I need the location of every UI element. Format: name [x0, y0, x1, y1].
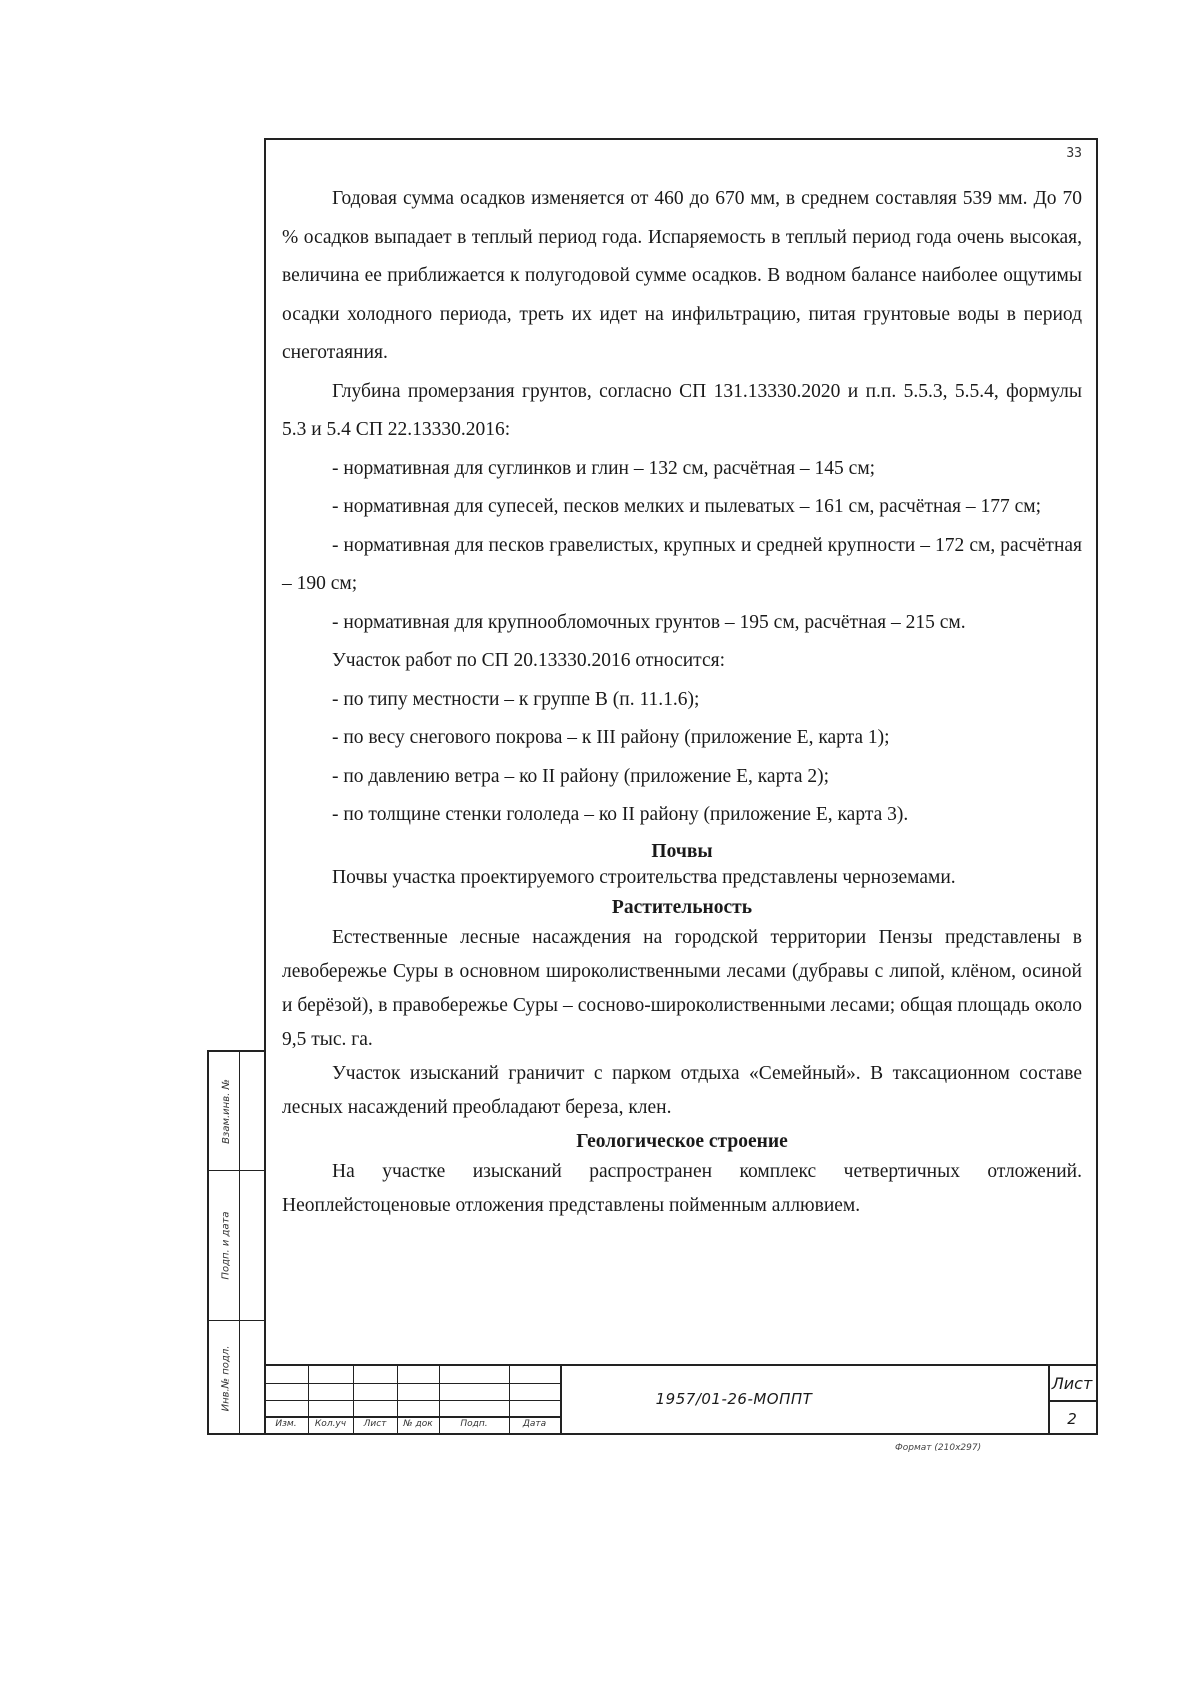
- paragraph-geology: На участке изысканий распространен комплекс четвертичных отложений. Неоплейстоценовые отложения представлены пойменным аллювием.: [282, 1160, 1082, 1216]
- column-sheet: Лист: [363, 1419, 387, 1429]
- sheet-number: 2: [1067, 1410, 1077, 1428]
- side-stamp-signature-date: Подп. и дата: [220, 1210, 232, 1280]
- document-code: 1957/01-26-МОППТ: [655, 1390, 813, 1408]
- title-block: [264, 1364, 1098, 1435]
- paragraph-vegetation: Естественные лесные насаждения на городской территории Пензы представлены в левобережье Суры в основном широколиственными лесами (дубравы с липой, клёном, осиной и берёзой), в правобережье Суры – сосново-широколиственными лесами; общая площадь около 9,5 тыс. га.: [282, 926, 1082, 1050]
- paragraph-site-category: Участок работ по СП 20.13330.2016 относится:: [332, 650, 725, 671]
- side-stamp: [207, 1050, 264, 1435]
- heading-geology: Геологическое строение: [576, 1130, 788, 1152]
- column-count: Кол.уч: [314, 1419, 347, 1429]
- document-body: [282, 180, 1082, 1223]
- list-item: - нормативная для супесей, песков мелких и пылеватых – 161 см, расчётная – 177 см;: [332, 496, 1042, 517]
- paragraph-soils: Почвы участка проектируемого строительства представлены черноземами.: [332, 866, 956, 888]
- side-stamp-replace-inv: Взам.инв. №: [220, 1078, 232, 1144]
- heading-vegetation: Растительность: [611, 896, 753, 918]
- paragraph-park: Участок изысканий граничит с парком отдыха «Семейный». В таксационном составе лесных насаждений преобладают береза, клен.: [282, 1062, 1082, 1118]
- list-item: - нормативная для песков гравелистых, крупных и средней крупности – 172 см, расчётная – 190 см;: [282, 534, 1082, 594]
- column-signature: Подп.: [460, 1419, 488, 1429]
- sheet-label: Лист: [1051, 1374, 1093, 1393]
- list-item: - по давлению ветра – ко II району (приложение Е, карта 2);: [332, 765, 830, 787]
- side-stamp-original-inv: Инв.№ подл.: [220, 1345, 232, 1412]
- column-change: Изм.: [275, 1419, 297, 1429]
- list-item: - нормативная для крупнообломочных грунтов – 195 см, расчётная – 215 см.: [332, 611, 966, 633]
- column-date: Дата: [522, 1419, 547, 1429]
- format-label: Формат (210х297): [895, 1443, 982, 1453]
- column-doc-number: № док: [403, 1419, 433, 1429]
- page-number: 33: [1066, 146, 1082, 161]
- list-item: - по типу местности – к группе В (п. 11.1.6);: [332, 688, 700, 710]
- page-frame: [264, 138, 1098, 1435]
- heading-soils: Почвы: [651, 840, 713, 862]
- list-item: - нормативная для суглинков и глин – 132 см, расчётная – 145 см;: [332, 457, 876, 479]
- list-item: - по толщине стенки гололеда – ко II району (приложение Е, карта 3).: [332, 804, 909, 825]
- list-item: - по весу снегового покрова – к III району (приложение Е, карта 1);: [332, 727, 890, 748]
- paragraph-precipitation: Годовая сумма осадков изменяется от 460 до 670 мм, в среднем составляя 539 мм. До 70 % осадков выпадает в теплый период года. Испаряемость в теплый период года очень высокая, величина ее приближается к полугодовой сумме осадков. В водном балансе наиболее ощутимы осадки холодного периода, треть их идет на инфильтрацию, питая грунтовые воды в период снеготаяния.: [282, 188, 1082, 363]
- paragraph-frost-depth: Глубина промерзания грунтов, согласно СП 131.13330.2020 и п.п. 5.5.3, 5.5.4, формулы 5.3 и 5.4 СП 22.13330.2016:: [282, 380, 1082, 440]
